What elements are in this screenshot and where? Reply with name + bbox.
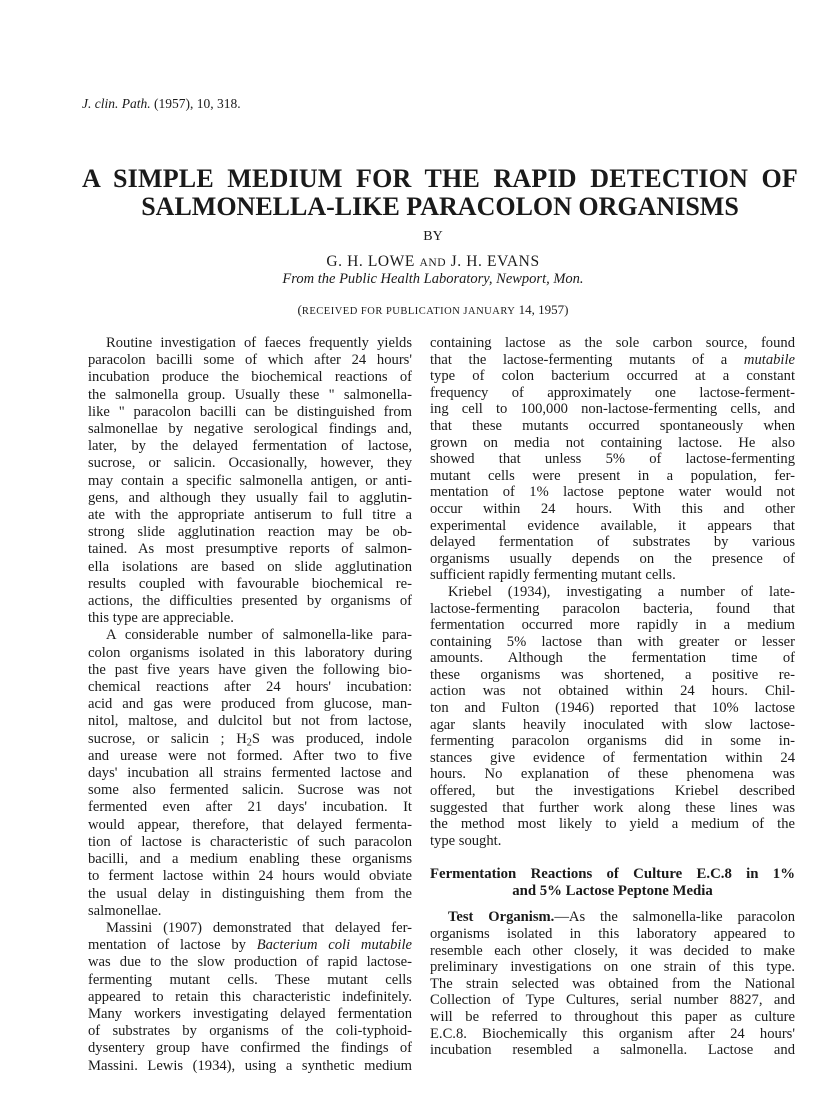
text-line: tion of lactose is characteristic of such paracolon xyxy=(88,833,412,850)
text-line: stances give evidence of fermentation within 24 xyxy=(430,749,795,766)
text-line: the salmonella group. Usually these " salmonella- xyxy=(88,386,412,403)
text-line: tained. As most presumptive reports of salmon- xyxy=(88,541,412,558)
text-line: strong slide agglutination reaction may be ob- xyxy=(88,524,412,541)
text-line: fermenting paracolon organisms did in some in- xyxy=(430,733,795,750)
text-line: of substrates by organisms of the coli-typhoid- xyxy=(88,1023,412,1040)
volume-page: (1957), 10, 318. xyxy=(153,96,241,111)
received-label: RECEIVED FOR PUBLICATION JANUARY xyxy=(301,306,516,317)
text-line: mutant cells were present in a population, fer- xyxy=(430,467,795,484)
text-line: would appear, therefore, that delayed fermenta- xyxy=(88,816,412,833)
left-column xyxy=(88,335,412,1075)
text-line: sufficient rapidly fermenting mutant cells. xyxy=(430,567,676,584)
text-line: this type are appreciable. xyxy=(88,610,234,627)
text-line: occur within 24 hours. With this and other xyxy=(430,500,795,517)
text-line: salmonellae by negative serological findings and, xyxy=(88,421,412,438)
text-line: mentation of 1% lactose peptone water would not xyxy=(430,484,795,501)
section-heading-line-1: Fermentation Reactions of Culture E.C.8 in 1% xyxy=(430,866,795,883)
text-line: and urease were not formed. After two to five xyxy=(88,747,412,764)
text-line: fermented even after 21 days' incubation. It xyxy=(88,799,412,816)
run-in-heading: Test Organism. xyxy=(448,909,555,926)
text-line: offered, but the investigations Kriebel described xyxy=(430,783,795,800)
text-line: ing cell to 100,000 non-lactose-fermenting cells, and xyxy=(430,401,795,418)
text-segment: sucrose, or salicin ; H xyxy=(88,730,247,747)
text-line: containing 5% lactose than with greater or lesser xyxy=(430,633,795,650)
text-line: incubation produce the biochemical reactions of xyxy=(88,369,412,386)
text-line: these organisms was shortened, a positive re- xyxy=(430,666,795,683)
right-column xyxy=(430,335,795,1059)
text-line: acid and gas were produced from glucose, man- xyxy=(88,696,412,713)
text-line: Kriebel (1934), investigating a number of late- xyxy=(448,583,795,600)
text-line: the past five years have given the following bio- xyxy=(88,661,412,678)
text-line: that these mutants occurred spontaneously when xyxy=(430,417,795,434)
text-line: fermenting mutant cells. These mutant cells xyxy=(88,971,412,988)
text-line: to ferment lactose within 24 hours would obviate xyxy=(88,868,412,885)
italic-text: Bacterium coli mutabile xyxy=(256,937,412,954)
section-heading xyxy=(430,866,795,900)
text-line: salmonellae. xyxy=(88,902,162,919)
received-day-year: 14, 1957) xyxy=(518,302,569,317)
text-line: actions, the difficulties presented by organisms of xyxy=(88,593,412,610)
text-line: gens, and although they usually fail to agglutin- xyxy=(88,489,412,506)
text-line: Massini (1907) demonstrated that delayed fer- xyxy=(106,919,412,936)
journal-citation xyxy=(82,96,241,112)
text-line: The strain selected was obtained from the National xyxy=(430,975,795,992)
received-paren: ( xyxy=(297,302,302,317)
text-line: results coupled with favourable biochemical re- xyxy=(88,575,412,592)
text-line: Routine investigation of faeces frequently yields xyxy=(106,335,412,351)
author-2: J. H. EVANS xyxy=(450,253,540,270)
byline-by: BY xyxy=(423,229,443,244)
text-line: like " paracolon bacilli can be distinguished from xyxy=(88,403,412,420)
text-line: appeared to retain this characteristic indefinitely. xyxy=(88,988,412,1005)
text-segment: —As the salmonella-like paracolon xyxy=(554,909,795,926)
article-title-line-2: SALMONELLA-LIKE PARACOLON ORGANISMS xyxy=(141,192,739,221)
section-heading-line-2: and 5% Lactose Peptone Media xyxy=(512,883,713,900)
text-line: preliminary investigations on one strain of this type. xyxy=(430,959,795,976)
text-line: agar slants heavily inoculated with slow lactose- xyxy=(430,716,795,733)
text-line: action was not obtained within 24 hours. Chil- xyxy=(430,683,795,700)
text-line: grown on media not containing lactose. He also xyxy=(430,434,795,451)
text-line: days' incubation all strains fermented lactose and xyxy=(88,765,412,782)
text-line: E.C.8. Biochemically this organism after 24 hours' xyxy=(430,1025,795,1042)
italic-text: mutabile xyxy=(743,351,795,368)
right-column-paragraphs xyxy=(430,335,795,849)
text-line: the usual delay in distinguishing them from the xyxy=(88,885,412,902)
paragraph xyxy=(88,627,412,919)
affiliation: From the Public Health Laboratory, Newport, Mon. xyxy=(282,271,584,287)
text-line: frequency of approximately one lactose-ferment- xyxy=(430,384,795,401)
text-line: suggested that further work along these lines was xyxy=(430,799,795,816)
text-line: experimental evidence available, it appears that xyxy=(430,517,795,534)
text-line: amounts. Although the fermentation time of xyxy=(430,650,795,667)
text-line: organisms isolated in this laboratory appeared to xyxy=(430,926,795,942)
spacer xyxy=(430,900,795,909)
text-segment: that the lactose-fermenting mutants of a xyxy=(430,351,744,368)
article-title-line-1: A SIMPLE MEDIUM FOR THE RAPID DETECTION OF xyxy=(82,164,798,193)
received-date xyxy=(0,302,816,320)
text-segment: S was produced, indole xyxy=(251,730,412,747)
text-line: delayed fermentation of substrates by various xyxy=(430,534,795,551)
text-line: chemical reactions after 24 hours' incubation: xyxy=(88,679,412,696)
text-line: organisms usually depends on the presence of xyxy=(430,550,795,567)
text-line: fermentation occurred more rapidly in a medium xyxy=(430,617,795,634)
text-line: ate with the appropriate antiserum to full titre a xyxy=(88,507,412,524)
text-line xyxy=(430,909,795,926)
text-line: Collection of Type Cultures, serial number 8827, and xyxy=(430,992,795,1009)
text-line: ella isolations are based on slide agglutination xyxy=(88,558,412,575)
text-line: may contain a specific salmonella antigen, or anti- xyxy=(88,472,412,489)
text-segment: mentation of lactose by xyxy=(88,937,257,954)
text-line: Many workers investigating delayed fermentation xyxy=(88,1005,412,1022)
text-line xyxy=(430,352,795,369)
authors xyxy=(0,253,816,272)
text-line: dysentery group have confirmed the findings of xyxy=(88,1040,412,1057)
text-line: Massini. Lewis (1934), using a synthetic medium xyxy=(88,1057,412,1074)
paragraph xyxy=(88,335,412,627)
text-line: was due to the slow production of rapid lactose- xyxy=(88,954,412,971)
text-line: the method most likely to yield a medium of the xyxy=(430,816,795,833)
text-line: nitol, maltose, and dulcitol but not from lactose, xyxy=(88,713,412,730)
subscript: 2 xyxy=(246,737,252,749)
test-organism-paragraph xyxy=(430,909,795,1058)
author-conjunction: AND xyxy=(419,257,447,269)
text-line: containing lactose as the sole carbon source, found xyxy=(430,335,795,351)
paragraph xyxy=(88,920,412,1075)
paragraph xyxy=(430,335,795,584)
author-1: G. H. LOWE xyxy=(326,253,415,270)
text-line: ton and Fulton (1946) reported that 10% lactose xyxy=(430,700,795,717)
text-line xyxy=(88,937,412,954)
text-line: hours. No explanation of these phenomena was xyxy=(430,766,795,783)
text-line: colon organisms isolated in this laboratory during xyxy=(88,644,412,661)
journal-name: J. clin. Path. xyxy=(82,96,151,111)
paragraph xyxy=(430,584,795,850)
text-line: type sought. xyxy=(430,832,502,849)
text-line: sucrose, or salicin. Occasionally, however, they xyxy=(88,455,412,472)
text-line: some also fermented salicin. Sucrose was not xyxy=(88,782,412,799)
text-line: resemble each other closely, it was decided to make xyxy=(430,942,795,959)
text-line: later, by the delayed fermentation of lactose, xyxy=(88,438,412,455)
text-line: incubation resembled a salmonella. Lactose and xyxy=(430,1042,795,1059)
text-line: type of colon bacterium occurred at a constant xyxy=(430,368,795,385)
text-line: showed that unless 5% of lactose-fermenting xyxy=(430,451,795,468)
text-line: bacilli, and a medium enabling these organisms xyxy=(88,851,412,868)
text-line: will be referred to throughout this paper as culture xyxy=(430,1008,795,1025)
text-line: paracolon bacilli some of which after 24 hours' xyxy=(88,352,412,369)
text-line xyxy=(88,731,412,748)
text-line: lactose-fermenting paracolon bacteria, found that xyxy=(430,600,795,617)
text-line: A considerable number of salmonella-like para- xyxy=(106,627,412,644)
